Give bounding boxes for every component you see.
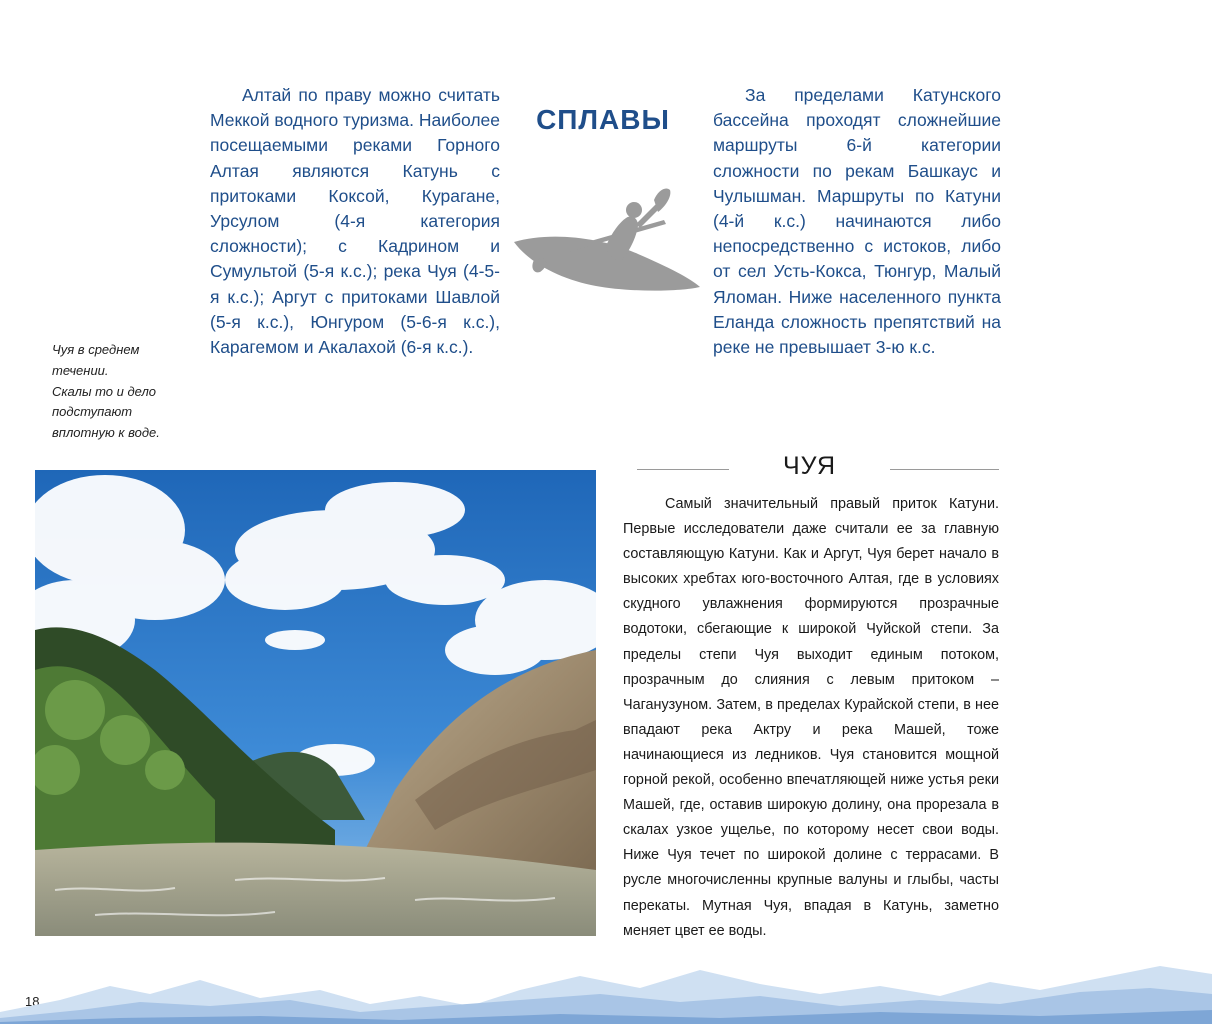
page-number: 18 [25, 994, 40, 1009]
article-title: ЧУЯ [782, 452, 837, 480]
mountains-decoration [0, 960, 1212, 1024]
heading-rule-right [890, 469, 999, 470]
kayaker-icon [508, 184, 704, 296]
article-body [623, 492, 999, 944]
section-title: СПЛАВЫ [536, 104, 670, 135]
photo-caption: Чуя в среднем течении. Скалы то и дело подступают вплотную к воде. [52, 342, 160, 441]
intro-paragraph-right [713, 83, 1001, 360]
heading-rule-left [637, 469, 729, 470]
intro-text-right: За пределами Катунского бассейна проходят сложнейшие маршруты 6-й категории сложности по рекам Башкаус и Чулышман. Маршруты по Катуни (4-й к.с.) начинаются либо непосредственно с истоков, либо от сел Усть-Кокса, Тюнгур, Малый Яломан. Ниже населенного пункта Еланда сложность препятствий на реке не превышает 3-ю к.с. [713, 85, 1001, 358]
intro-text-left: Алтай по праву можно считать Меккой водного туризма. Наиболее посещаемыми реками Горного Алтая являются Катунь с притоками Коксой, Курагане, Урсулом (4-я категория сложности); с Кадрином и Сумультой (5-я к.с.); река Чуя (4-5-я к.с.); Аргут с притоками Шавлой (5-я к.с.), Юнгуром (5-6-я к.с.), Карагемом и Акалахой (6-я к.с.). [210, 85, 501, 358]
river-photo [35, 470, 596, 936]
intro-paragraph-left [210, 83, 500, 360]
article-text: Самый значительный правый приток Катуни. Первые исследователи даже считали ее за главную составляющую Катуни. Как и Аргут, Чуя берет начало в высоких хребтах юго-восточного Алтая, где в условиях скудного увлажнения формируются прозрачные водотоки, сбегающие к широкой Чуйской степи. За пределы степи Чуя выходит единым потоком, прозрачным до слияния с левым притоком – Чаганузуном. Затем, в пределах Курайской степи, в нее впадают река Актру и река Машей, тоже начинающиеся из ледников. Чуя становится мощной горной рекой, особенно впечатляющей ниже устья реки Машей, где, оставив широкую долину, она прорезала в скалах узкое ущелье, по которому несет свои воды. Ниже Чуя течет по широкой долине с террасами. В русле многочисленны крупные валуны и глыбы, часты перекаты. Мутная Чуя, впадая в Катунь, заметно меняет цвет ее воды. [623, 496, 999, 939]
